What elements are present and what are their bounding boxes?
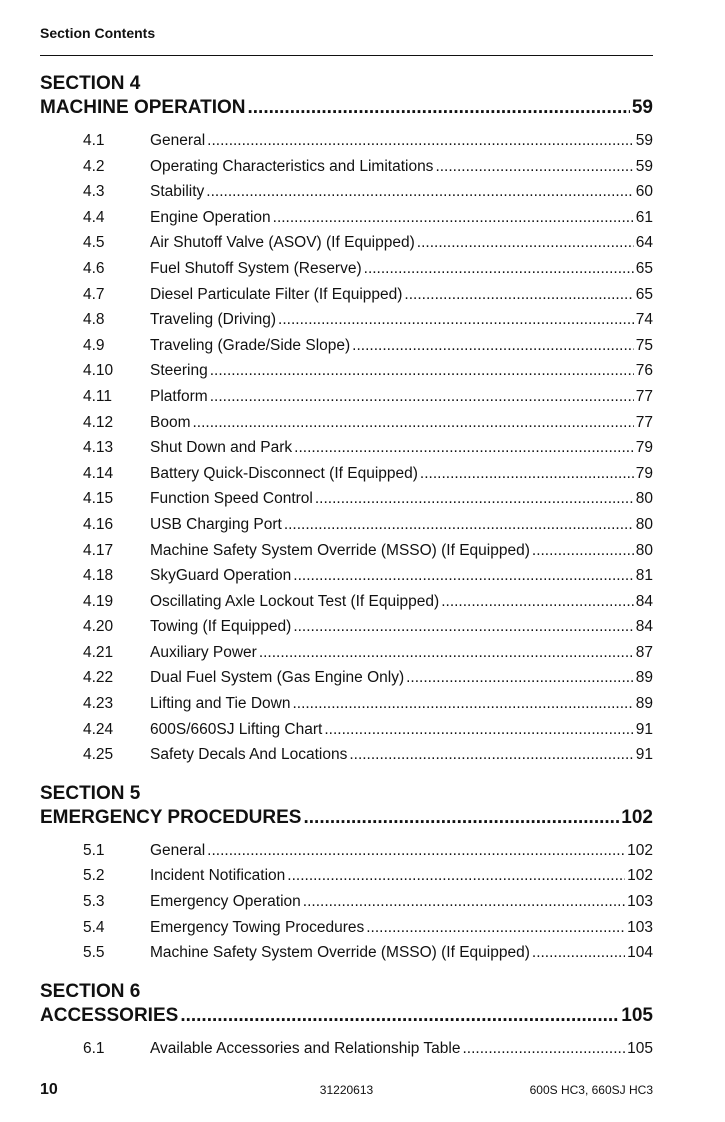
section-title: EMERGENCY PROCEDURES bbox=[40, 806, 302, 828]
section-number: SECTION 6 bbox=[40, 980, 141, 1002]
toc-entry[interactable] bbox=[40, 486, 653, 512]
footer-models: 600S HC3, 660SJ HC3 bbox=[529, 1083, 653, 1097]
entry-page-number: 105 bbox=[627, 1039, 653, 1057]
dot-leader bbox=[420, 461, 634, 487]
entry-title: Diesel Particulate Filter (If Equipped) bbox=[150, 285, 403, 303]
entry-title: Operating Characteristics and Limitations bbox=[150, 157, 434, 175]
toc-entry[interactable] bbox=[40, 717, 653, 743]
toc-entry[interactable] bbox=[40, 154, 653, 180]
entry-title: Safety Decals And Locations bbox=[150, 746, 348, 764]
dot-leader bbox=[278, 307, 634, 333]
toc-entry[interactable] bbox=[40, 640, 653, 666]
dot-leader bbox=[435, 154, 633, 180]
toc-entry[interactable] bbox=[40, 512, 653, 538]
dot-leader bbox=[247, 96, 629, 120]
dot-leader bbox=[210, 358, 634, 384]
dot-leader bbox=[180, 1004, 619, 1028]
dot-leader bbox=[441, 589, 634, 615]
toc-entry[interactable] bbox=[40, 863, 653, 889]
entry-page-number: 64 bbox=[635, 234, 653, 252]
toc-entry[interactable] bbox=[40, 256, 653, 282]
table-of-contents bbox=[40, 72, 653, 1075]
entry-page-number: 87 bbox=[635, 643, 653, 661]
entry-number: 4.22 bbox=[83, 669, 114, 687]
section-page-number: 105 bbox=[621, 1004, 653, 1026]
entry-page-number: 103 bbox=[627, 918, 653, 936]
entry-page-number: 60 bbox=[635, 183, 653, 201]
section-page-number: 59 bbox=[631, 97, 653, 118]
toc-entry[interactable] bbox=[40, 358, 653, 384]
entry-title: Traveling (Grade/Side Slope) bbox=[150, 336, 351, 354]
entry-title: Oscillating Axle Lockout Test (If Equipped) bbox=[150, 592, 440, 610]
toc-entry[interactable] bbox=[40, 307, 653, 333]
toc-section bbox=[40, 782, 653, 966]
entry-title: Towing (If Equipped) bbox=[150, 618, 292, 636]
entry-title: Traveling (Driving) bbox=[150, 311, 277, 329]
section-title-link[interactable] bbox=[40, 806, 653, 830]
entry-title: Auxiliary Power bbox=[150, 643, 257, 661]
entry-title: Fuel Shutoff System (Reserve) bbox=[150, 259, 362, 277]
entry-number: 5.5 bbox=[83, 944, 105, 962]
entry-title: 600S/660SJ Lifting Chart bbox=[150, 720, 323, 738]
toc-section bbox=[40, 72, 653, 768]
entry-number: 4.11 bbox=[83, 387, 113, 405]
entry-page-number: 84 bbox=[635, 592, 653, 610]
entry-page-number: 91 bbox=[635, 720, 653, 738]
entry-page-number: 65 bbox=[635, 259, 653, 277]
dot-leader bbox=[366, 915, 625, 941]
toc-entry[interactable] bbox=[40, 128, 653, 154]
dot-leader bbox=[532, 538, 634, 564]
entry-number: 4.17 bbox=[83, 541, 114, 559]
section-title: MACHINE OPERATION bbox=[40, 97, 246, 118]
entry-page-number: 80 bbox=[635, 515, 653, 533]
dot-leader bbox=[532, 940, 625, 966]
entry-title: USB Charging Port bbox=[150, 515, 282, 533]
entry-page-number: 79 bbox=[635, 464, 653, 482]
footer-doc-number: 31220613 bbox=[319, 1083, 374, 1097]
entry-title: Engine Operation bbox=[150, 208, 271, 226]
toc-entry[interactable] bbox=[40, 538, 653, 564]
dot-leader bbox=[303, 889, 625, 915]
entry-number: 4.19 bbox=[83, 592, 114, 610]
toc-entry[interactable] bbox=[40, 940, 653, 966]
entry-number: 4.5 bbox=[83, 234, 105, 252]
entry-title: SkyGuard Operation bbox=[150, 567, 292, 585]
entry-page-number: 61 bbox=[635, 208, 653, 226]
entry-page-number: 79 bbox=[635, 439, 653, 457]
entry-page-number: 102 bbox=[627, 841, 653, 859]
entry-number: 4.8 bbox=[83, 311, 105, 329]
entry-title: Lifting and Tie Down bbox=[150, 695, 291, 713]
toc-entry[interactable] bbox=[40, 665, 653, 691]
entry-title: Incident Notification bbox=[150, 867, 286, 885]
toc-entry[interactable] bbox=[40, 230, 653, 256]
entry-number: 4.14 bbox=[83, 464, 114, 482]
entry-number: 4.6 bbox=[83, 259, 105, 277]
toc-entry[interactable] bbox=[40, 410, 653, 436]
entry-title: Function Speed Control bbox=[150, 490, 313, 508]
entry-page-number: 102 bbox=[627, 867, 653, 885]
toc-entry[interactable] bbox=[40, 691, 653, 717]
section-page-number: 102 bbox=[621, 806, 653, 828]
toc-entry[interactable] bbox=[40, 333, 653, 359]
dot-leader bbox=[352, 333, 634, 359]
entry-number: 5.2 bbox=[83, 867, 105, 885]
entry-number: 4.12 bbox=[83, 413, 114, 431]
dot-leader bbox=[364, 256, 634, 282]
entry-number: 6.1 bbox=[83, 1039, 105, 1057]
entry-page-number: 81 bbox=[635, 567, 653, 585]
toc-entry[interactable] bbox=[40, 179, 653, 205]
dot-leader bbox=[293, 563, 633, 589]
dot-leader bbox=[462, 1036, 625, 1062]
entry-number: 4.24 bbox=[83, 720, 114, 738]
entry-title: Machine Safety System Override (MSSO) (If Equipped) bbox=[150, 541, 530, 559]
dot-leader bbox=[287, 863, 625, 889]
entry-number: 4.25 bbox=[83, 746, 114, 764]
entry-number: 4.13 bbox=[83, 439, 114, 457]
dot-leader bbox=[207, 838, 625, 864]
dot-leader bbox=[259, 640, 634, 666]
toc-entry[interactable] bbox=[40, 889, 653, 915]
section-title-link[interactable] bbox=[40, 96, 653, 120]
dot-leader bbox=[406, 665, 634, 691]
entry-number: 4.16 bbox=[83, 515, 114, 533]
dot-leader bbox=[193, 410, 634, 436]
entry-title: Emergency Towing Procedures bbox=[150, 918, 365, 936]
entry-page-number: 77 bbox=[635, 413, 653, 431]
toc-entry[interactable] bbox=[40, 838, 653, 864]
entry-title: Platform bbox=[150, 387, 208, 405]
toc-entry[interactable] bbox=[40, 589, 653, 615]
entry-number: 5.1 bbox=[83, 841, 105, 859]
entry-number: 4.10 bbox=[83, 362, 114, 380]
entry-title: Machine Safety System Override (MSSO) (If Equipped) bbox=[150, 944, 530, 962]
dot-leader bbox=[284, 512, 634, 538]
entry-number: 5.4 bbox=[83, 918, 105, 936]
entry-page-number: 80 bbox=[635, 541, 653, 559]
toc-entry[interactable] bbox=[40, 915, 653, 941]
dot-leader bbox=[417, 230, 634, 256]
toc-entry[interactable] bbox=[40, 563, 653, 589]
entry-number: 4.1 bbox=[83, 132, 105, 149]
entry-title: Stability bbox=[150, 183, 205, 201]
entry-title: Air Shutoff Valve (ASOV) (If Equipped) bbox=[150, 234, 415, 252]
dot-leader bbox=[207, 128, 634, 154]
dot-leader bbox=[324, 717, 633, 743]
entry-page-number: 103 bbox=[627, 893, 653, 911]
entry-page-number: 89 bbox=[635, 695, 653, 713]
entry-number: 5.3 bbox=[83, 893, 105, 911]
dot-leader bbox=[292, 691, 633, 717]
toc-entry[interactable] bbox=[40, 384, 653, 410]
entry-page-number: 65 bbox=[635, 285, 653, 303]
entry-page-number: 59 bbox=[635, 157, 653, 175]
entry-title: General bbox=[150, 841, 206, 859]
section-title: ACCESSORIES bbox=[40, 1004, 179, 1026]
entry-page-number: 76 bbox=[635, 362, 653, 380]
entry-title: Emergency Operation bbox=[150, 893, 301, 911]
entry-title: General bbox=[150, 132, 206, 149]
entry-number: 4.7 bbox=[83, 285, 105, 303]
toc-entry[interactable] bbox=[40, 282, 653, 308]
dot-leader bbox=[349, 742, 633, 768]
section-number: SECTION 4 bbox=[40, 73, 141, 94]
toc-entry[interactable] bbox=[40, 1036, 653, 1062]
section-title-link[interactable] bbox=[40, 1004, 653, 1028]
entry-page-number: 80 bbox=[635, 490, 653, 508]
entry-number: 4.3 bbox=[83, 183, 105, 201]
entry-number: 4.2 bbox=[83, 157, 105, 175]
dot-leader bbox=[293, 614, 633, 640]
entry-number: 4.20 bbox=[83, 618, 114, 636]
entry-page-number: 77 bbox=[635, 387, 653, 405]
entry-title: Steering bbox=[150, 362, 208, 380]
header-divider bbox=[40, 55, 653, 56]
entry-title: Battery Quick-Disconnect (If Equipped) bbox=[150, 464, 418, 482]
entry-number: 4.18 bbox=[83, 567, 114, 585]
page-header-title: Section Contents bbox=[40, 25, 156, 41]
toc-entry[interactable] bbox=[40, 461, 653, 487]
entry-page-number: 104 bbox=[627, 944, 653, 962]
section-number: SECTION 5 bbox=[40, 782, 141, 804]
dot-leader bbox=[206, 179, 633, 205]
entry-page-number: 59 bbox=[635, 132, 653, 149]
dot-leader bbox=[303, 806, 619, 830]
entry-number: 4.15 bbox=[83, 490, 114, 508]
dot-leader bbox=[210, 384, 634, 410]
entry-number: 4.9 bbox=[83, 336, 105, 354]
toc-entry[interactable] bbox=[40, 614, 653, 640]
entry-title: Boom bbox=[150, 413, 191, 431]
entry-number: 4.21 bbox=[83, 643, 114, 661]
toc-entry[interactable] bbox=[40, 435, 653, 461]
entry-title: Shut Down and Park bbox=[150, 439, 293, 457]
dot-leader bbox=[404, 282, 633, 308]
entry-page-number: 91 bbox=[635, 746, 653, 764]
dot-leader bbox=[315, 486, 634, 512]
entry-number: 4.4 bbox=[83, 208, 105, 226]
entry-title: Dual Fuel System (Gas Engine Only) bbox=[150, 669, 405, 687]
entry-page-number: 75 bbox=[635, 336, 653, 354]
entry-page-number: 84 bbox=[635, 618, 653, 636]
dot-leader bbox=[294, 435, 634, 461]
toc-entry[interactable] bbox=[40, 742, 653, 768]
entry-number: 4.23 bbox=[83, 695, 114, 713]
entry-page-number: 89 bbox=[635, 669, 653, 687]
entry-page-number: 74 bbox=[635, 311, 653, 329]
dot-leader bbox=[273, 205, 634, 231]
toc-section bbox=[40, 980, 653, 1062]
toc-entry[interactable] bbox=[40, 205, 653, 231]
footer-page-number: 10 bbox=[40, 1081, 58, 1098]
entry-title: Available Accessories and Relationship Table bbox=[150, 1039, 461, 1057]
